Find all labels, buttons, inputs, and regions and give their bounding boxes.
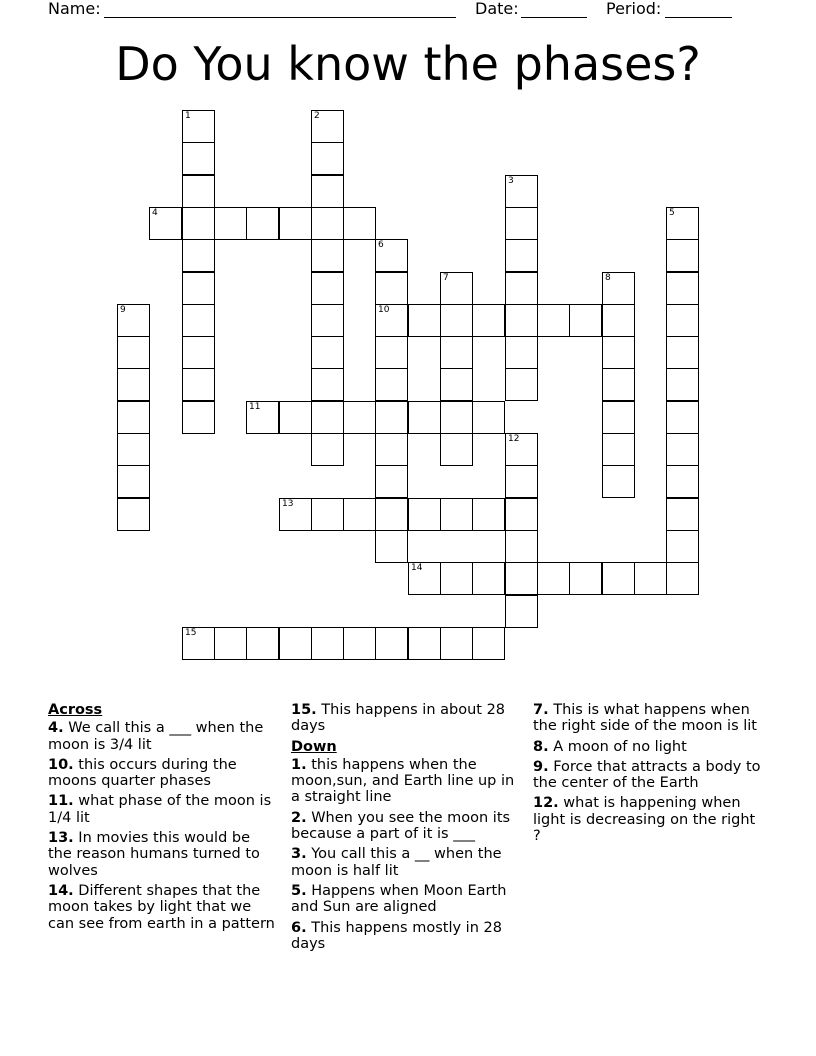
grid-cell[interactable] xyxy=(375,465,408,498)
grid-cell[interactable] xyxy=(343,627,376,660)
grid-cell[interactable] xyxy=(634,562,667,595)
grid-cell[interactable] xyxy=(375,336,408,369)
cell-number: 12 xyxy=(508,434,520,444)
grid-cell[interactable] xyxy=(440,433,473,466)
grid-cell[interactable] xyxy=(505,336,538,369)
grid-cell[interactable] xyxy=(440,272,473,305)
grid-cell[interactable] xyxy=(182,142,215,175)
grid-cell[interactable] xyxy=(505,368,538,401)
grid-cell[interactable] xyxy=(440,498,473,531)
grid-cell[interactable] xyxy=(440,562,473,595)
grid-cell[interactable] xyxy=(117,368,150,401)
grid-cell[interactable] xyxy=(408,498,441,531)
clue-number: 15. xyxy=(291,702,317,718)
clue-text: Different shapes that the moon takes by light that we can see from earth in a pattern xyxy=(48,882,275,932)
cell-number: 10 xyxy=(378,305,390,315)
grid-cell[interactable] xyxy=(279,401,312,434)
clue-down-6 xyxy=(291,920,523,953)
grid-cell[interactable] xyxy=(666,562,699,595)
clue-text: A moon of no light xyxy=(548,738,687,755)
grid-cell[interactable] xyxy=(666,498,699,531)
grid-cell[interactable] xyxy=(602,465,635,498)
grid-cell[interactable] xyxy=(602,401,635,434)
grid-cell[interactable] xyxy=(375,304,408,337)
clue-text: this occurs during the moons quarter phases xyxy=(48,756,237,790)
grid-cell[interactable] xyxy=(117,465,150,498)
grid-cell[interactable] xyxy=(408,304,441,337)
cell-number: 9 xyxy=(120,305,126,315)
clue-down-2 xyxy=(291,810,523,843)
clue-number: 2. xyxy=(291,809,307,826)
clue-down-1 xyxy=(291,757,523,806)
clue-text: This is what happens when the right side of the moon is lit xyxy=(533,702,757,735)
grid-cell[interactable] xyxy=(343,401,376,434)
cell-number: 1 xyxy=(185,111,191,121)
grid-cell[interactable] xyxy=(505,433,538,466)
grid-cell[interactable] xyxy=(666,336,699,369)
grid-cell[interactable] xyxy=(343,498,376,531)
grid-cell[interactable] xyxy=(311,336,344,369)
grid-cell[interactable] xyxy=(440,368,473,401)
clue-text: This happens mostly in 28 days xyxy=(291,919,502,952)
grid-cell[interactable] xyxy=(505,595,538,628)
clue-text: This happens in about 28 days xyxy=(291,702,506,735)
grid-cell[interactable] xyxy=(246,401,279,434)
grid-cell[interactable] xyxy=(440,336,473,369)
clue-text: You call this a __ when the moon is half lit xyxy=(291,846,502,879)
grid-cell[interactable] xyxy=(472,562,505,595)
clue-across-13 xyxy=(48,830,276,879)
clue-text: We call this a ___ when the moon is 3/4 lit xyxy=(48,720,264,753)
page-title: Do You know the phases? xyxy=(115,37,701,91)
grid-cell[interactable] xyxy=(666,465,699,498)
grid-cell[interactable] xyxy=(375,368,408,401)
cell-number: 4 xyxy=(152,208,158,218)
clue-number: 11. xyxy=(48,793,74,810)
clue-text: When you see the moon its because a part of it is ___ xyxy=(291,809,511,843)
grid-cell[interactable] xyxy=(408,627,441,660)
grid-cell[interactable] xyxy=(311,498,344,531)
grid-cell[interactable] xyxy=(602,304,635,337)
grid-cell[interactable] xyxy=(666,304,699,337)
grid-cell[interactable] xyxy=(214,627,247,660)
grid-cell[interactable] xyxy=(375,530,408,563)
grid-cell[interactable] xyxy=(505,465,538,498)
cell-number: 11 xyxy=(249,402,261,412)
clue-text: what phase of the moon is 1/4 lit xyxy=(48,793,272,826)
grid-cell[interactable] xyxy=(182,627,215,660)
clue-number: 13. xyxy=(48,830,74,847)
grid-cell[interactable] xyxy=(602,433,635,466)
grid-cell[interactable] xyxy=(505,530,538,563)
grid-cell[interactable] xyxy=(182,175,215,208)
grid-cell[interactable] xyxy=(602,336,635,369)
grid-cell[interactable] xyxy=(311,272,344,305)
grid-cell[interactable] xyxy=(569,304,602,337)
clue-number: 12. xyxy=(533,795,559,812)
grid-cell[interactable] xyxy=(279,207,312,240)
grid-cell[interactable] xyxy=(311,627,344,660)
grid-cell[interactable] xyxy=(182,110,215,143)
clue-text: Force that attracts a body to the center of the Earth xyxy=(533,758,761,792)
grid-cell[interactable] xyxy=(117,401,150,434)
grid-cell[interactable] xyxy=(505,272,538,305)
grid-cell[interactable] xyxy=(440,304,473,337)
name-label: Name: xyxy=(48,0,101,18)
clue-text: In movies this would be the reason humans turned to wolves xyxy=(48,830,260,879)
grid-cell[interactable] xyxy=(375,627,408,660)
clue-number: 10. xyxy=(48,756,74,773)
grid-cell[interactable] xyxy=(182,272,215,305)
clue-down-8 xyxy=(533,739,765,755)
clue-number: 7. xyxy=(533,702,549,718)
grid-cell[interactable] xyxy=(117,498,150,531)
grid-cell[interactable] xyxy=(569,562,602,595)
clue-down-7 xyxy=(533,702,765,735)
grid-cell[interactable] xyxy=(117,304,150,337)
cell-number: 15 xyxy=(185,628,197,638)
grid-cell[interactable] xyxy=(311,304,344,337)
clue-number: 5. xyxy=(291,882,307,899)
grid-cell[interactable] xyxy=(472,627,505,660)
grid-cell[interactable] xyxy=(666,433,699,466)
clue-down-5 xyxy=(291,883,523,916)
grid-cell[interactable] xyxy=(472,498,505,531)
clue-number: 8. xyxy=(533,738,549,755)
grid-cell[interactable] xyxy=(375,433,408,466)
clue-across-14 xyxy=(48,883,276,932)
grid-cell[interactable] xyxy=(182,336,215,369)
grid-cell[interactable] xyxy=(311,401,344,434)
cell-number: 14 xyxy=(411,563,423,573)
grid-cell[interactable] xyxy=(408,401,441,434)
grid-cell[interactable] xyxy=(602,272,635,305)
grid-cell[interactable] xyxy=(311,368,344,401)
clue-number: 14. xyxy=(48,882,74,899)
clues-column-2 xyxy=(291,702,523,956)
clue-text: what is happening when light is decreasing on the right ? xyxy=(533,795,756,845)
grid-cell[interactable] xyxy=(311,175,344,208)
grid-cell[interactable] xyxy=(666,272,699,305)
clues-column-1 xyxy=(48,702,276,936)
clue-number: 3. xyxy=(291,846,307,863)
cell-number: 3 xyxy=(508,176,514,186)
grid-cell[interactable] xyxy=(666,239,699,272)
grid-cell[interactable] xyxy=(472,401,505,434)
grid-cell[interactable] xyxy=(375,498,408,531)
grid-cell[interactable] xyxy=(182,401,215,434)
grid-cell[interactable] xyxy=(182,239,215,272)
cell-number: 13 xyxy=(282,499,294,509)
grid-cell[interactable] xyxy=(311,433,344,466)
grid-cell[interactable] xyxy=(505,239,538,272)
grid-cell[interactable] xyxy=(537,562,570,595)
grid-cell[interactable] xyxy=(246,627,279,660)
grid-cell[interactable] xyxy=(311,110,344,143)
grid-cell[interactable] xyxy=(343,207,376,240)
down-heading: Down xyxy=(291,738,337,755)
grid-cell[interactable] xyxy=(505,498,538,531)
cell-number: 8 xyxy=(605,273,611,283)
clues-column-3 xyxy=(533,702,765,848)
grid-cell[interactable] xyxy=(505,175,538,208)
clue-number: 9. xyxy=(533,758,549,775)
clue-number: 6. xyxy=(291,919,307,936)
grid-cell[interactable] xyxy=(666,401,699,434)
grid-cell[interactable] xyxy=(117,433,150,466)
clue-text: Happens when Moon Earth and Sun are aligned xyxy=(291,882,507,916)
clue-across-11 xyxy=(48,793,276,826)
clue-across-10 xyxy=(48,757,276,790)
clue-down-9 xyxy=(533,759,765,792)
grid-cell[interactable] xyxy=(440,627,473,660)
grid-cell[interactable] xyxy=(246,207,279,240)
clue-across-15 xyxy=(291,702,523,735)
grid-cell[interactable] xyxy=(279,498,312,531)
grid-cell[interactable] xyxy=(602,562,635,595)
clue-text: this happens when the moon,sun, and Earth line up in a straight line xyxy=(291,756,515,806)
grid-cell[interactable] xyxy=(182,368,215,401)
grid-cell[interactable] xyxy=(311,207,344,240)
across-heading: Across xyxy=(48,702,103,718)
grid-cell[interactable] xyxy=(666,368,699,401)
clue-down-12 xyxy=(533,795,765,844)
grid-cell[interactable] xyxy=(440,401,473,434)
clue-number: 1. xyxy=(291,756,307,773)
grid-cell[interactable] xyxy=(311,142,344,175)
grid-cell[interactable] xyxy=(375,239,408,272)
grid-cell[interactable] xyxy=(602,368,635,401)
grid-cell[interactable] xyxy=(182,207,215,240)
grid-cell[interactable] xyxy=(505,304,538,337)
cell-number: 6 xyxy=(378,240,384,250)
grid-cell[interactable] xyxy=(408,562,441,595)
grid-cell[interactable] xyxy=(279,627,312,660)
grid-cell[interactable] xyxy=(182,304,215,337)
grid-cell[interactable] xyxy=(375,272,408,305)
clue-number: 4. xyxy=(48,720,64,737)
grid-cell[interactable] xyxy=(149,207,182,240)
grid-cell[interactable] xyxy=(375,401,408,434)
grid-cell[interactable] xyxy=(214,207,247,240)
clue-across-4 xyxy=(48,720,276,753)
grid-cell[interactable] xyxy=(311,239,344,272)
grid-cell[interactable] xyxy=(117,336,150,369)
cell-number: 7 xyxy=(443,273,449,283)
cell-number: 2 xyxy=(314,111,320,121)
grid-cell[interactable] xyxy=(505,207,538,240)
grid-cell[interactable] xyxy=(505,562,538,595)
cell-number: 5 xyxy=(669,208,675,218)
grid-cell[interactable] xyxy=(472,304,505,337)
grid-cell[interactable] xyxy=(666,207,699,240)
date-label: Date: xyxy=(475,0,519,18)
period-label: Period: xyxy=(606,0,662,18)
clue-down-3 xyxy=(291,846,523,879)
grid-cell[interactable] xyxy=(666,530,699,563)
grid-cell[interactable] xyxy=(537,304,570,337)
